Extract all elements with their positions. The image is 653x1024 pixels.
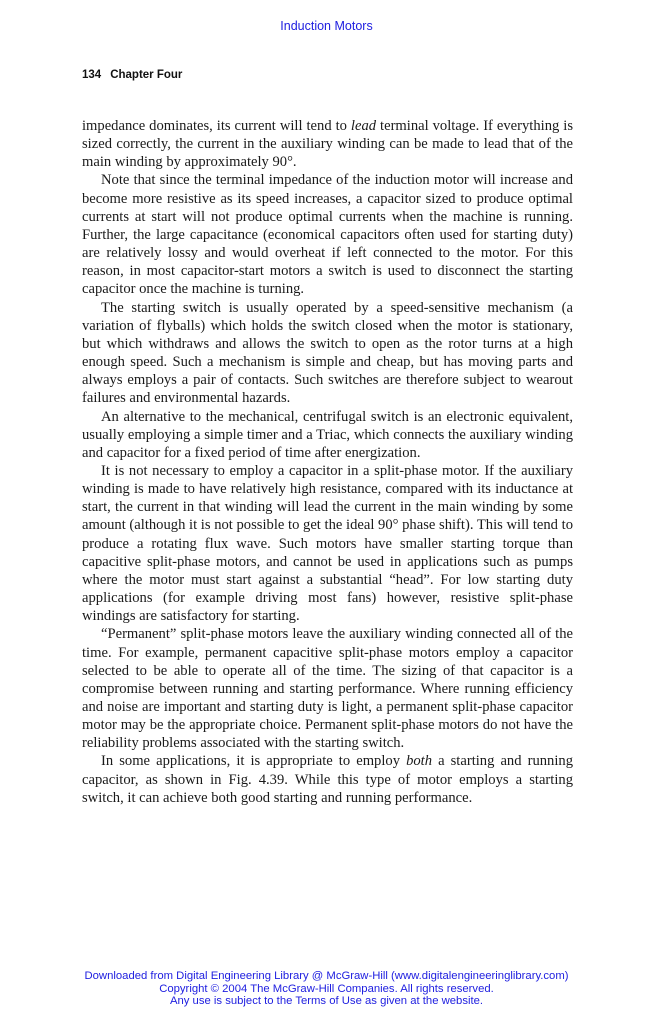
paragraph-1	[82, 117, 573, 171]
footer-copyright[interactable]: Copyright © 2004 The McGraw-Hill Companies. All rights reserved.	[159, 982, 494, 995]
paragraph-7-after: a starting and running capacitor, as shown in Fig. 4.39. While this type of motor employs a starting switch, it can achieve both good starting and running performance.	[82, 753, 573, 806]
paragraph-6: “Permanent” split-phase motors leave the auxiliary winding connected all of the time. For example, permanent capacitive split-phase motors employ a capacitor selected to be able to operate all of the time. The sizing of that capacitor is a compromise between running and starting performance. Where running efficiency and noise are important and starting duty is light, a permanent split-phase capacitor motor may be the appropriate choice. Permanent split-phase motors do not have the reliability problems associated with the starting switch.	[82, 626, 573, 752]
chapter-title: Chapter Four	[110, 69, 183, 81]
paragraph-2: Note that since the terminal impedance of the induction motor will increase and become more resistive as its speed increases, a capacitor sized to produce optimal currents at start will not produce optimal currents when the machine is running. Further, the large capacitance (economical capacitors often used for starting duty) are relatively lossy and would overheat if left connected to the motor. For this reason, in most capacitor-start motors a switch is used to disconnect the starting capacitor once the machine is turning.	[82, 172, 573, 298]
footer-terms-link[interactable]: Any use is subject to the Terms of Use as given at the website.	[169, 995, 484, 1008]
paragraph-1-after: terminal voltage. If everything is sized correctly, the current in the auxiliary winding can be made to lead that of the main winding by approximately 90°.	[82, 118, 573, 171]
body-text	[82, 117, 573, 807]
page-number: 134	[82, 69, 102, 81]
paragraph-7-emphasis: both	[406, 753, 433, 770]
paragraph-1-before: impedance dominates, its current will tend to	[82, 118, 351, 134]
paragraph-7-before: In some applications, it is appropriate to employ	[101, 753, 407, 770]
running-head	[82, 69, 182, 81]
footer-download-link[interactable]: Downloaded from Digital Engineering Library @ McGraw-Hill (www.digitalengineeringlibrary.com)	[84, 970, 569, 982]
paragraph-4: An alternative to the mechanical, centrifugal switch is an electronic equivalent, usually employing a simple timer and a Triac, which connects the auxiliary winding and capacitor for a fixed period of time after energization.	[82, 408, 573, 461]
footer-notice	[0, 970, 653, 1008]
paragraph-1-emphasis: lead	[350, 118, 377, 134]
paragraph-3: The starting switch is usually operated by a speed-sensitive mechanism (a variation of flyballs) which holds the switch closed when the motor is stationary, but which withdraws and allows the switch to open as the rotor turns at a high enough speed. Such a mechanism is simple and cheap, but has moving parts and always employs a pair of contacts. Such switches are therefore subject to wearout failures and environmental hazards.	[82, 299, 573, 407]
paragraph-7	[82, 752, 573, 806]
top-link-induction-motors[interactable]: Induction Motors	[280, 19, 373, 33]
paragraph-5: It is not necessary to employ a capacitor in a split-phase motor. If the auxiliary winding is made to have relatively high resistance, compared with its inductance at start, the current in that winding will lead the current in the main winding by some amount (although it is not possible to get the ideal 90° phase shift). This will tend to produce a rotating flux wave. Such motors have smaller starting torque than capacitive split-phase motors, and cannot be used in applications such as pumps where the motor must start against a substantial “head”. For low starting duty applications (for example driving most fans) however, resistive split-phase windings are satisfactory for starting.	[82, 462, 573, 625]
